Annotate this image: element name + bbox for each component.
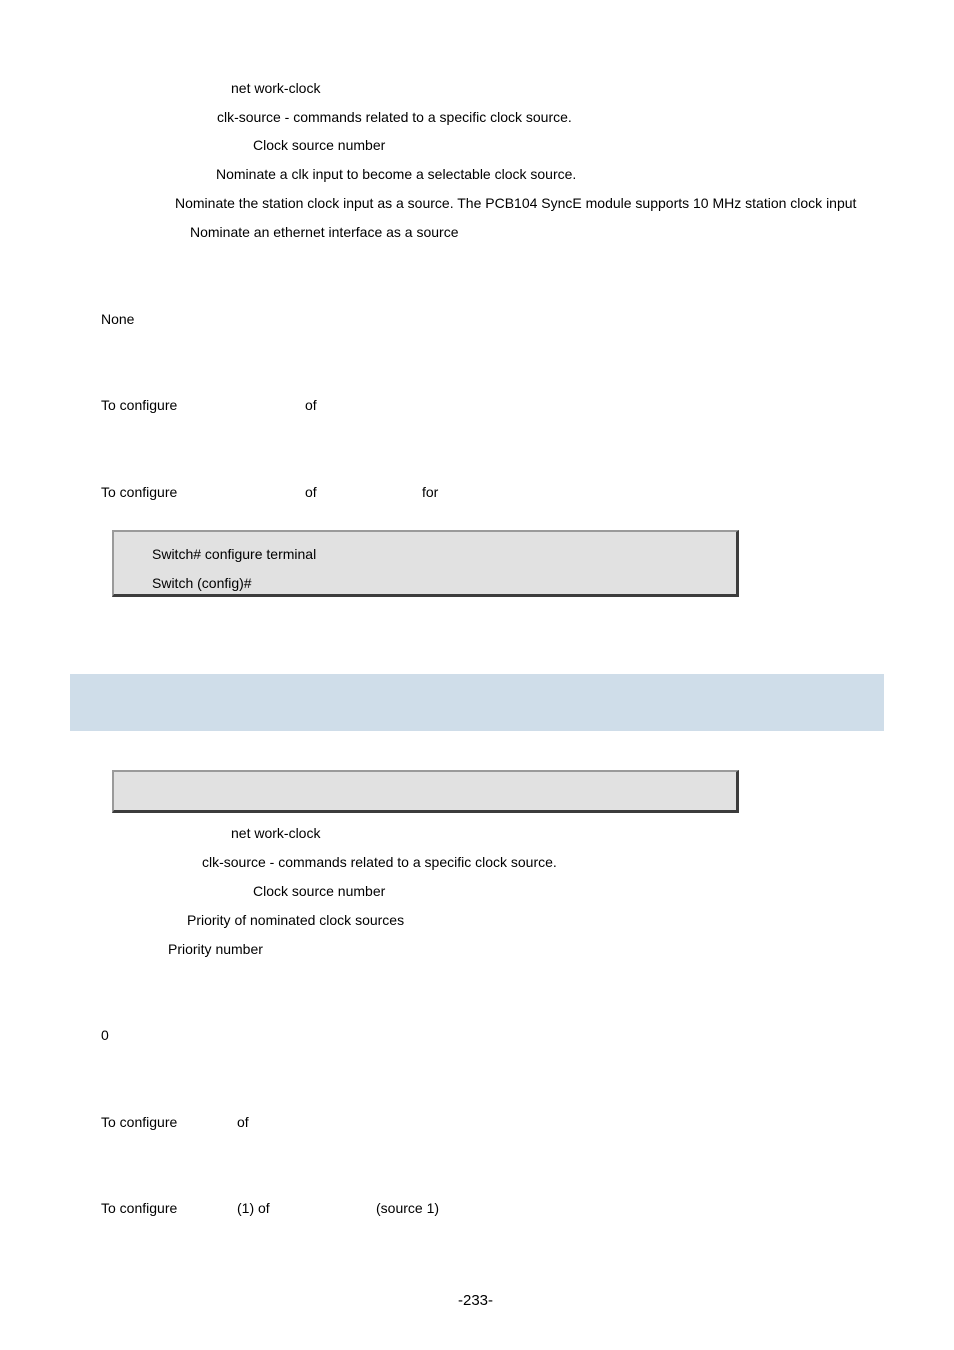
usage-to-configure: To configure — [101, 397, 178, 413]
default-value: 0 — [101, 1027, 109, 1043]
example-to-configure: To configure — [101, 1200, 178, 1216]
param-network-clock: net work-clock — [231, 825, 321, 841]
param-station: Nominate the station clock input as a source. The PCB104 SyncE module supports 10 MHz station clock input — [175, 195, 857, 211]
param-source-number: Clock source number — [253, 137, 386, 153]
param-source-number: Clock source number — [253, 883, 386, 899]
usage-to-configure: To configure — [101, 1114, 178, 1130]
command-syntax-box — [112, 770, 739, 813]
param-clk-source: clk-source - commands related to a specific clock source. — [202, 854, 557, 870]
example-to-configure: To configure — [101, 484, 178, 500]
param-interface: Nominate an ethernet interface as a source — [190, 224, 459, 240]
default-value: None — [101, 311, 135, 327]
code-example-box — [112, 530, 739, 597]
example-one-of: (1) of — [237, 1200, 270, 1216]
param-priority-number: Priority number — [168, 941, 263, 957]
param-nominate: Nominate a clk input to become a selectable clock source. — [216, 166, 577, 182]
usage-of: of — [237, 1114, 249, 1130]
example-of: of — [305, 484, 317, 500]
section-heading-bar — [70, 674, 884, 731]
example-source-1: (source 1) — [376, 1200, 440, 1216]
param-priority: Priority of nominated clock sources — [187, 912, 405, 928]
param-clk-source: clk-source - commands related to a specific clock source. — [217, 109, 572, 125]
example-for: for — [422, 484, 439, 500]
usage-of: of — [305, 397, 317, 413]
param-network-clock: net work-clock — [231, 80, 321, 96]
code-line: Switch (config)# — [152, 575, 252, 591]
code-line: Switch# configure terminal — [152, 546, 317, 562]
page-number: -233- — [458, 1292, 494, 1309]
